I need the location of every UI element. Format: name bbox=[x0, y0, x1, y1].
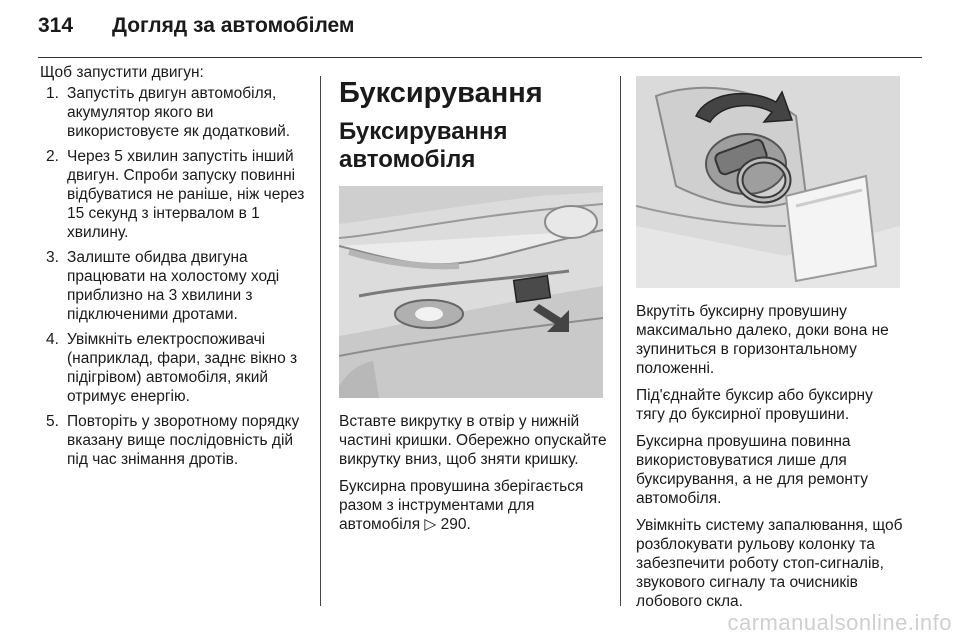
step-number: 5. bbox=[46, 413, 59, 430]
page-header bbox=[38, 14, 922, 54]
section-heading: Буксирування bbox=[339, 77, 543, 109]
remove-cover-instructions: Вставте викрутку в отвір у нижній частині кришки. Обережно опускайте викрутку вниз, щоб зняти кришку. bbox=[339, 413, 607, 468]
step-text: Повторіть у зворотному порядку вказану вище послідовність дій під час знімання дротів. bbox=[67, 413, 300, 468]
ignition-instructions: Увімкніть систему запалювання, щоб розблокувати рульову колонку та забезпечити роботу стоп-сигналів, звукового сигналу та очисників лобового скла. bbox=[636, 517, 903, 610]
steps-list bbox=[40, 84, 310, 469]
watermark: carmanualsonline.info bbox=[727, 610, 952, 635]
step-text: Увімкніть електроспоживачі (наприклад, фари, заднє вікно з підігрівом) автомобіля, який отримує енергію. bbox=[67, 331, 298, 405]
section-subheading: Буксирування автомобіля bbox=[339, 118, 508, 173]
step-item bbox=[40, 248, 310, 324]
tow-eye-storage-note bbox=[339, 477, 607, 534]
attach-tow-rope-instructions: Під'єднайте буксир або буксирну тягу до буксирної провушини. bbox=[636, 387, 873, 423]
step-number: 4. bbox=[46, 331, 59, 348]
page-reference-link[interactable]: 290. bbox=[440, 516, 471, 533]
tow-eye-drawing bbox=[636, 76, 900, 288]
step-item bbox=[40, 330, 310, 406]
column-tow-eye bbox=[636, 76, 904, 619]
column-towing bbox=[339, 76, 607, 542]
step-number: 3. bbox=[46, 249, 59, 266]
column-divider-right bbox=[620, 76, 621, 606]
page-reference-icon: ▷ bbox=[424, 516, 437, 533]
column-divider-left bbox=[320, 76, 321, 606]
column-jump-start-steps bbox=[40, 63, 310, 475]
car-front-drawing bbox=[339, 186, 603, 398]
step-item bbox=[40, 147, 310, 242]
step-item bbox=[40, 412, 310, 469]
page-title: Догляд за автомобілем bbox=[112, 14, 355, 37]
page-number: 314 bbox=[38, 14, 74, 37]
tow-eye-usage-note: Буксирна провушина повинна використовуватися лише для буксирування, а не для ремонту автомобіля. bbox=[636, 433, 868, 507]
step-item bbox=[40, 84, 310, 141]
header-divider bbox=[38, 57, 922, 58]
step-number: 2. bbox=[46, 148, 59, 165]
front-bumper-illustration bbox=[339, 186, 603, 398]
tow-eye-illustration bbox=[636, 76, 900, 288]
step-text: Залиште обидва двигуна працювати на холостому ході приблизно на 3 хвилини з підключеними дротами. bbox=[67, 249, 280, 323]
step-number: 1. bbox=[46, 85, 59, 102]
storage-text: Буксирна провушина зберігається разом з інструментами для автомобіля bbox=[339, 478, 584, 533]
step-text: Запустіть двигун автомобіля, акумулятор якого ви використовуєте як додатковий. bbox=[67, 85, 291, 140]
screw-in-instructions: Вкрутіть буксирну провушину максимально далеко, доки вона не зупиниться в горизонтальному положенні. bbox=[636, 303, 889, 377]
step-text: Через 5 хвилин запустіть інший двигун. Спроби запуску повинні відбуватися не раніше, ніж через 15 секунд з інтервалом в 1 хвилину. bbox=[67, 148, 305, 241]
steps-intro: Щоб запустити двигун: bbox=[40, 64, 204, 81]
